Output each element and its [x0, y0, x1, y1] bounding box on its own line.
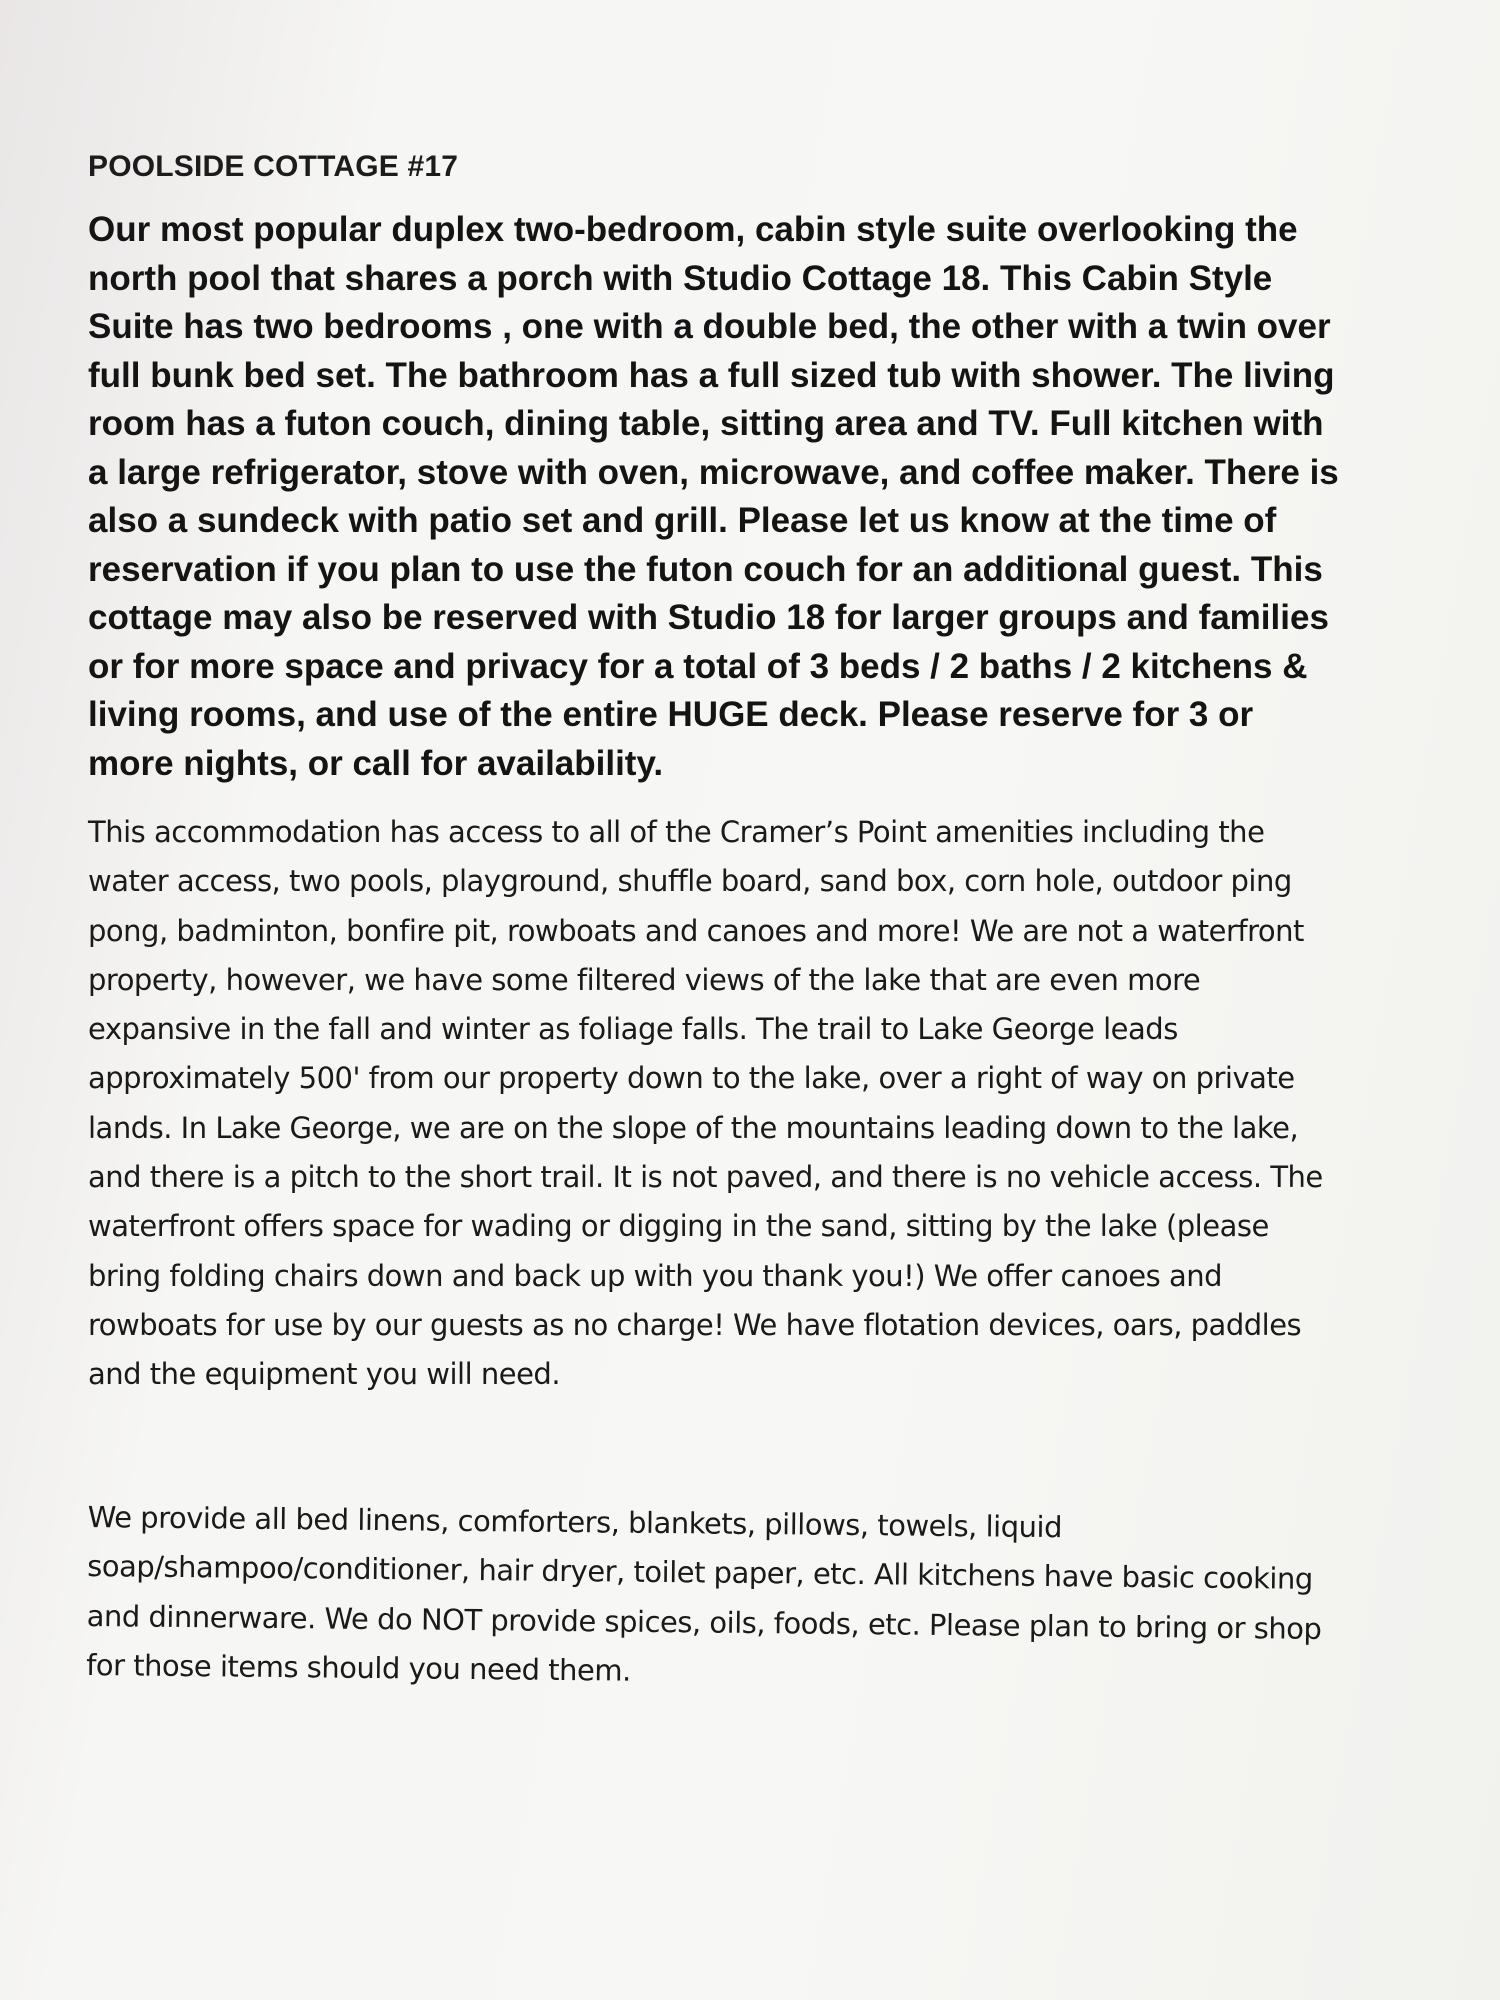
- amenities-paragraph: This accommodation has access to all of the Cramer’s Point amenities including the water access, two pools, playground, shuffle board, sand box, corn hole, outdoor ping pong, badminton, bonfire pit, rowboats and canoes and more! We are not a waterfront property, however, we have some filtered views of the lake that are even more expansive in the fall and winter as foliage falls. The trail to Lake George leads approximately 500' from our property down to the lake, over a right of way on private lands. In Lake George, we are on the slope of the mountains leading down to the lake, and there is a pitch to the short trail. It is not paved, and there is no vehicle access. The waterfront offers space for wading or digging in the sand, sitting by the lake (please bring folding chairs down and back up with you thank you!) We offer canoes and rowboats for use by our guests as no charge! We have flotation devices, oars, paddles and the equipment you will need.: [88, 815, 1323, 1392]
- paragraph-spacer: [88, 1400, 1348, 1493]
- document-title: POOLSIDE COTTAGE #17: [88, 150, 459, 183]
- document-content: [88, 150, 1348, 1690]
- provisions-paragraph: We provide all bed linens, comforters, blankets, pillows, towels, liquid soap/shampoo/conditioner, hair dryer, toilet paper, etc. All kitchens have basic cooking and dinnerware. We do NOT provide spices, oils, foods, etc. Please plan to bring or shop for those items should you need them.: [86, 1499, 1322, 1688]
- lead-paragraph: Our most popular duplex two-bedroom, cabin style suite overlooking the north pool that shares a porch with Studio Cottage 18. This Cabin Style Suite has two bedrooms , one with a double bed, the other with a twin over full bunk bed set. The bathroom has a full sized tub with shower. The living room has a futon couch, dining table, sitting area and TV. Full kitchen with a large refrigerator, stove with oven, microwave, and coffee maker. There is also a sundeck with patio set and grill. Please let us know at the time of reservation if you plan to use the futon couch for an additional guest. This cottage may also be reserved with Studio 18 for larger groups and families or for more space and privacy for a total of 3 beds / 2 baths / 2 kitchens & living rooms, and use of the entire HUGE deck. Please reserve for 3 or more nights, or call for availability.: [88, 210, 1339, 783]
